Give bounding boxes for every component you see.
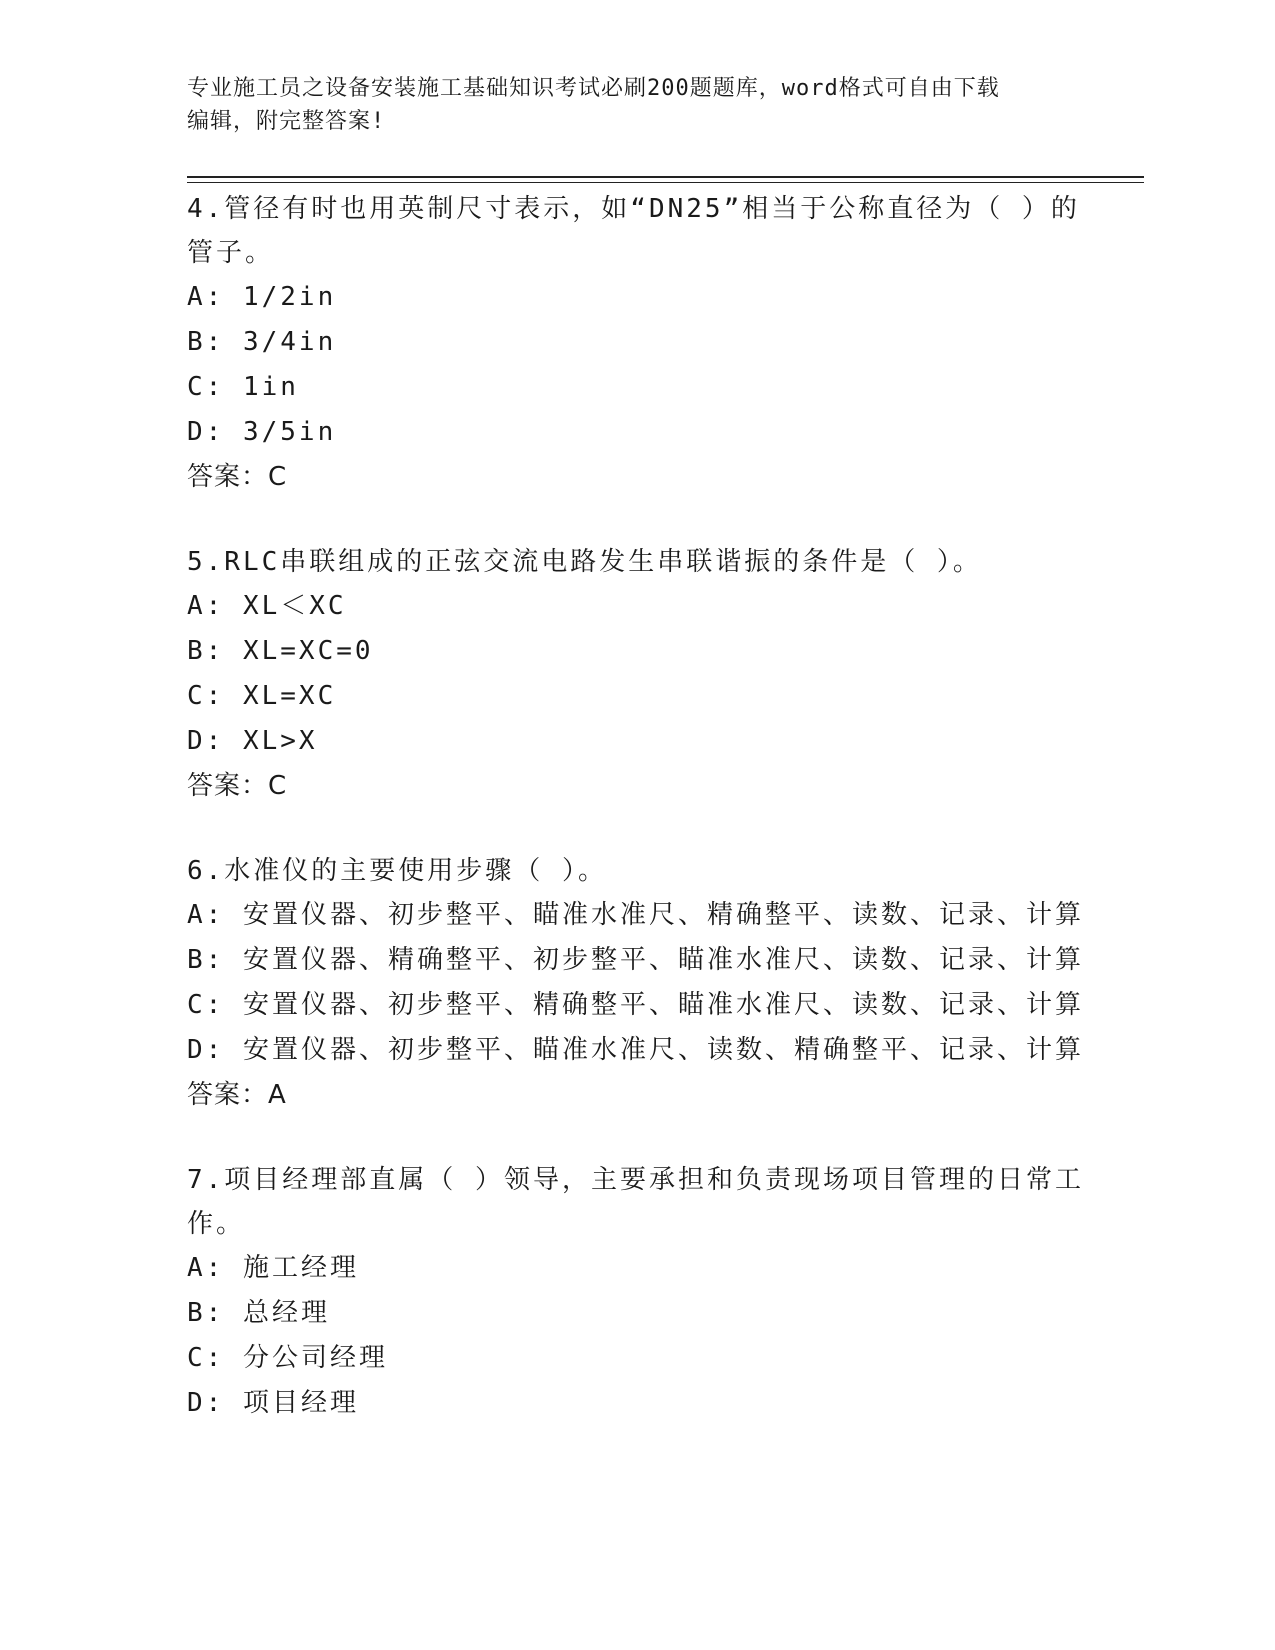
option-d: D: XL>X: [187, 726, 318, 756]
header-line-2: 编辑，附完整答案!: [187, 109, 386, 134]
question-stem: [187, 1158, 1087, 1246]
option-d: D: 3/5in: [187, 417, 337, 447]
question-stem: [187, 540, 1087, 584]
question-stem-line: 7.项目经理部直属（ ）领导，主要承担和负责现场项目管理的日常工: [187, 1165, 1084, 1195]
answer-line: 答案：C: [187, 462, 288, 492]
option-d: D: 安置仪器、初步整平、瞄准水准尺、读数、精确整平、记录、计算: [187, 1035, 1084, 1065]
option-c: C: 1in: [187, 372, 299, 402]
question-stem: [187, 187, 1087, 275]
option-a: A: 安置仪器、初步整平、瞄准水准尺、精确整平、读数、记录、计算: [187, 900, 1084, 930]
option-c: C: XL=XC: [187, 681, 337, 711]
question-7: [187, 1158, 1087, 1426]
option-a: A: XL＜XC: [187, 591, 347, 621]
question-stem: [187, 849, 1087, 893]
question-stem-line: 6.水准仪的主要使用步骤（ ）。: [187, 856, 607, 886]
question-stem-line: 管子。: [187, 238, 275, 268]
question-stem-line: 4.管径有时也用英制尺寸表示，如“DN25”相当于公称直径为（ ）的: [187, 194, 1080, 224]
header-divider-thin: [187, 182, 1144, 183]
header-divider-thick: [187, 176, 1144, 178]
document-header: [187, 72, 1087, 138]
option-a: A: 1/2in: [187, 282, 337, 312]
option-c: C: 分公司经理: [187, 1343, 388, 1373]
option-b: B: 3/4in: [187, 327, 337, 357]
question-stem-line: 5.RLC串联组成的正弦交流电路发生串联谐振的条件是（ ）。: [187, 547, 982, 577]
question-stem-line: 作。: [187, 1209, 246, 1239]
question-4: [187, 187, 1087, 500]
option-d: D: 项目经理: [187, 1388, 359, 1418]
question-5: [187, 540, 1087, 809]
option-b: B: 总经理: [187, 1298, 330, 1328]
option-a: A: 施工经理: [187, 1253, 359, 1283]
question-list: [187, 187, 1087, 1466]
question-6: [187, 849, 1087, 1118]
option-c: C: 安置仪器、初步整平、精确整平、瞄准水准尺、读数、记录、计算: [187, 990, 1084, 1020]
answer-line: 答案：C: [187, 771, 288, 801]
answer-line: 答案：A: [187, 1080, 287, 1110]
header-line-1: 专业施工员之设备安装施工基础知识考试必刷200题题库，word格式可自由下载: [187, 76, 1000, 101]
option-b: B: XL=XC=0: [187, 636, 374, 666]
option-b: B: 安置仪器、精确整平、初步整平、瞄准水准尺、读数、记录、计算: [187, 945, 1084, 975]
